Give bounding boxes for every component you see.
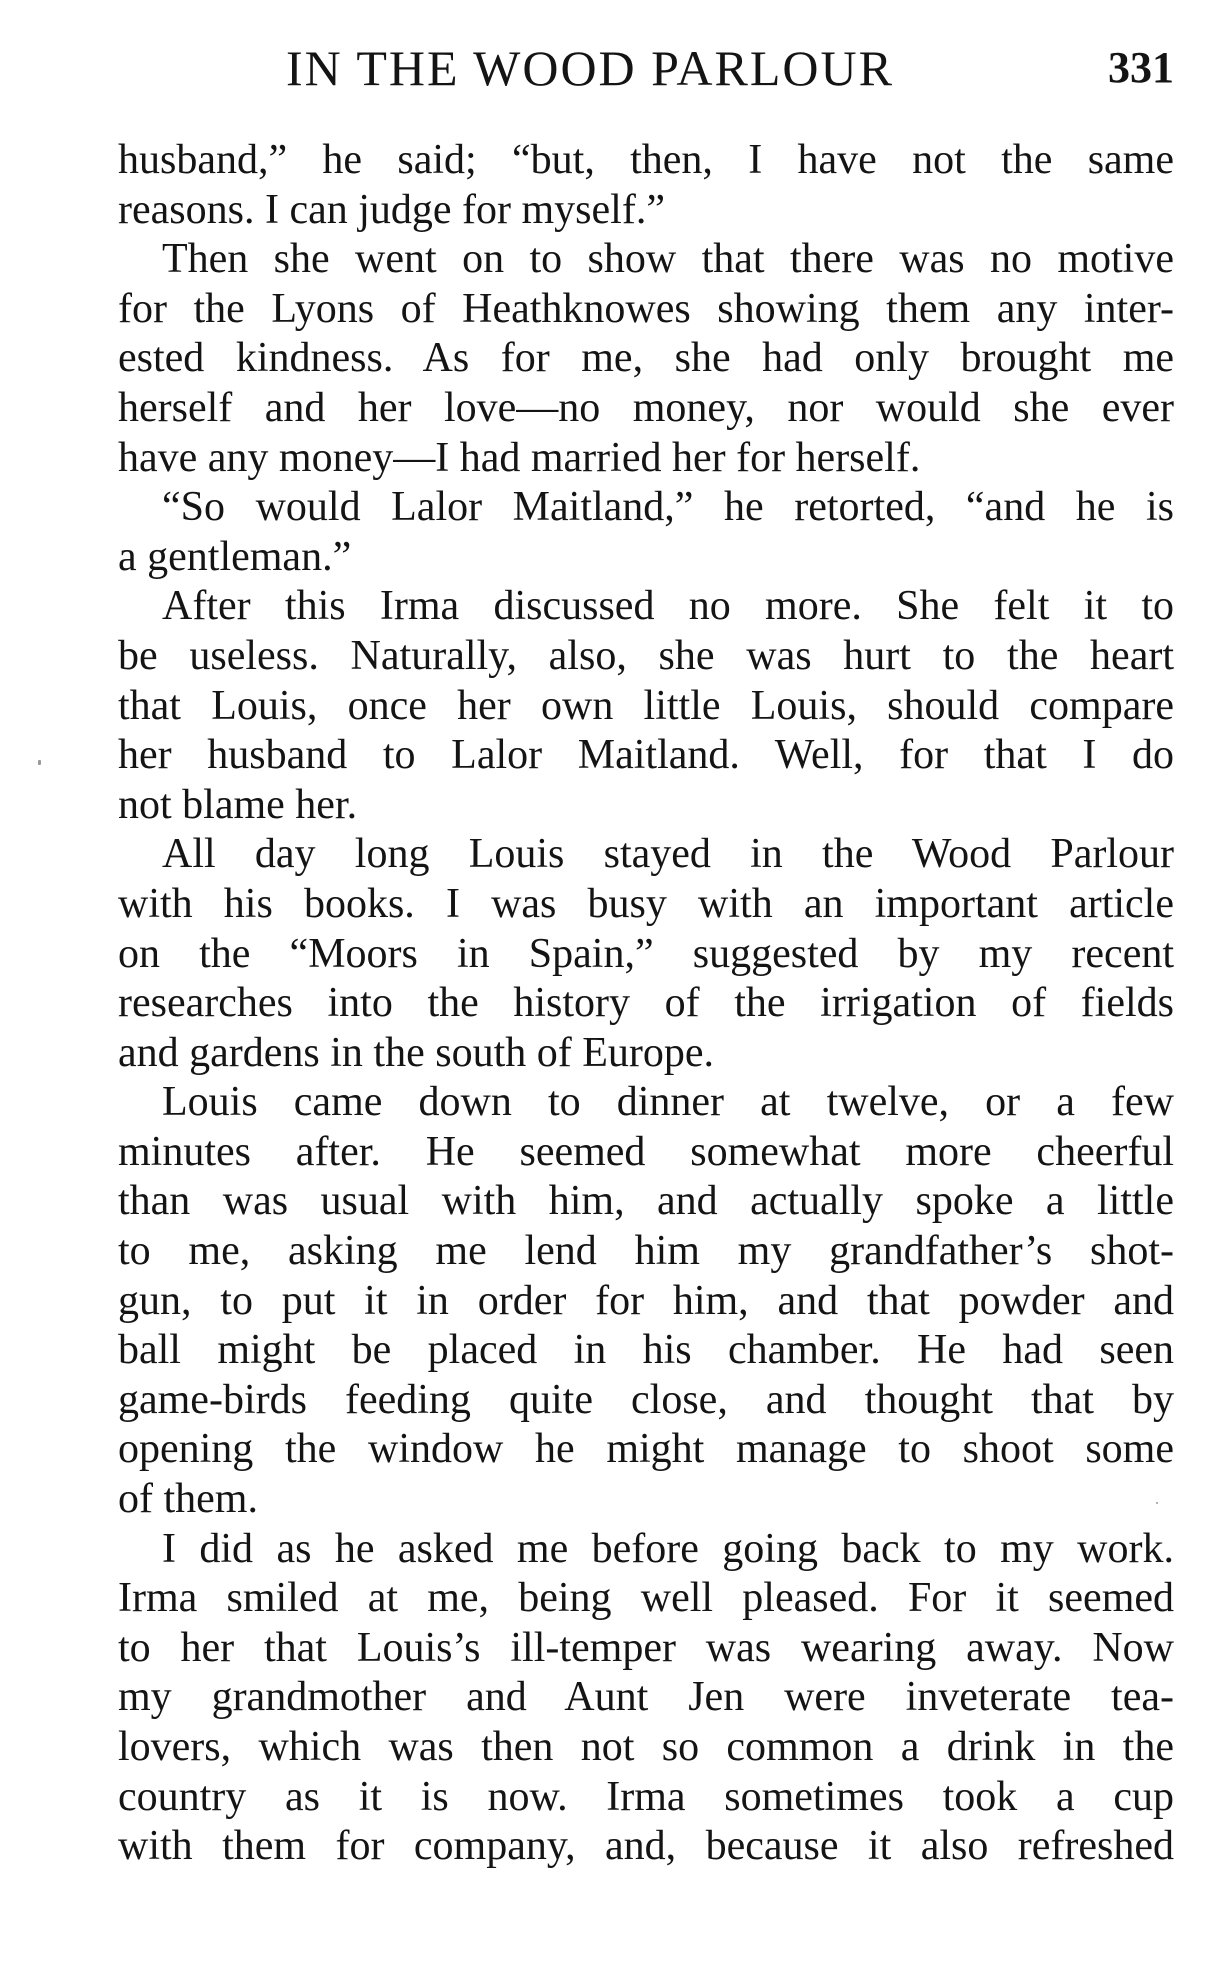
- running-head-title: IN THE WOOD PARLOUR: [286, 40, 894, 96]
- text-line: opening the window he might manage to shoot some: [118, 1426, 1174, 1473]
- paragraph: [118, 483, 1174, 582]
- text-line: to me, asking me lend him my grandfather’s shot-: [118, 1228, 1174, 1275]
- text-line: my grandmother and Aunt Jen were inveterate tea-: [118, 1674, 1174, 1721]
- paragraph: [118, 1525, 1174, 1872]
- paragraph: [118, 1078, 1174, 1524]
- text-line: with them for company, and, because it also refreshed: [118, 1823, 1174, 1870]
- text-line: of them.: [118, 1476, 258, 1523]
- text-line: a gentleman.”: [118, 533, 352, 580]
- text-line: Louis came down to dinner at twelve, or a few: [162, 1079, 1174, 1126]
- text-line: Irma smiled at me, being well pleased. For it seemed: [118, 1575, 1174, 1622]
- page-number: 331: [1108, 43, 1174, 92]
- paper-speck: [1156, 1502, 1158, 1504]
- text-line: have any money—I had married her for herself.: [118, 434, 921, 481]
- text-line: Then she went on to show that there was no motive: [162, 236, 1174, 283]
- text-line: “So would Lalor Maitland,” he retorted, “and he is: [162, 484, 1174, 531]
- paper-speck: [38, 760, 41, 765]
- text-line: game-birds feeding quite close, and thought that by: [118, 1376, 1174, 1423]
- text-line: gun, to put it in order for him, and that powder and: [118, 1277, 1174, 1324]
- text-line: husband,” he said; “but, then, I have not the same: [118, 137, 1174, 183]
- body-text: [118, 136, 1174, 1872]
- text-line: that Louis, once her own little Louis, should compare: [118, 682, 1174, 729]
- text-line: country as it is now. Irma sometimes took a cup: [118, 1773, 1174, 1820]
- paragraph: [118, 830, 1174, 1078]
- running-head: [118, 38, 1174, 98]
- text-line: ested kindness. As for me, she had only brought me: [118, 335, 1174, 382]
- text-line: for the Lyons of Heathknowes showing them any inter-: [118, 285, 1174, 332]
- text-line: I did as he asked me before going back to my work.: [162, 1525, 1174, 1572]
- paragraph: [118, 235, 1174, 483]
- text-line: on the “Moors in Spain,” suggested by my recent: [118, 930, 1174, 977]
- text-line: her husband to Lalor Maitland. Well, for that I do: [118, 732, 1174, 779]
- text-line: lovers, which was then not so common a drink in the: [118, 1724, 1174, 1770]
- text-line: ball might be placed in his chamber. He had seen: [118, 1327, 1174, 1374]
- text-line: than was usual with him, and actually spoke a little: [118, 1178, 1174, 1225]
- text-line: be useless. Naturally, also, she was hurt to the heart: [118, 632, 1174, 679]
- text-line: with his books. I was busy with an important article: [118, 880, 1174, 927]
- paragraph: [118, 582, 1174, 830]
- text-line: researches into the history of the irrigation of fields: [118, 980, 1174, 1027]
- text-line: minutes after. He seemed somewhat more cheerful: [118, 1128, 1174, 1175]
- paragraph: [118, 136, 1174, 235]
- text-line: herself and her love—no money, nor would she ever: [118, 384, 1174, 431]
- text-line: not blame her.: [118, 781, 358, 828]
- text-line: and gardens in the south of Europe.: [118, 1029, 715, 1076]
- text-line: reasons. I can judge for myself.”: [118, 186, 665, 233]
- text-line: After this Irma discussed no more. She felt it to: [162, 583, 1174, 630]
- text-line: All day long Louis stayed in the Wood Parlour: [162, 831, 1174, 878]
- text-line: to her that Louis’s ill-temper was wearing away. Now: [118, 1624, 1174, 1671]
